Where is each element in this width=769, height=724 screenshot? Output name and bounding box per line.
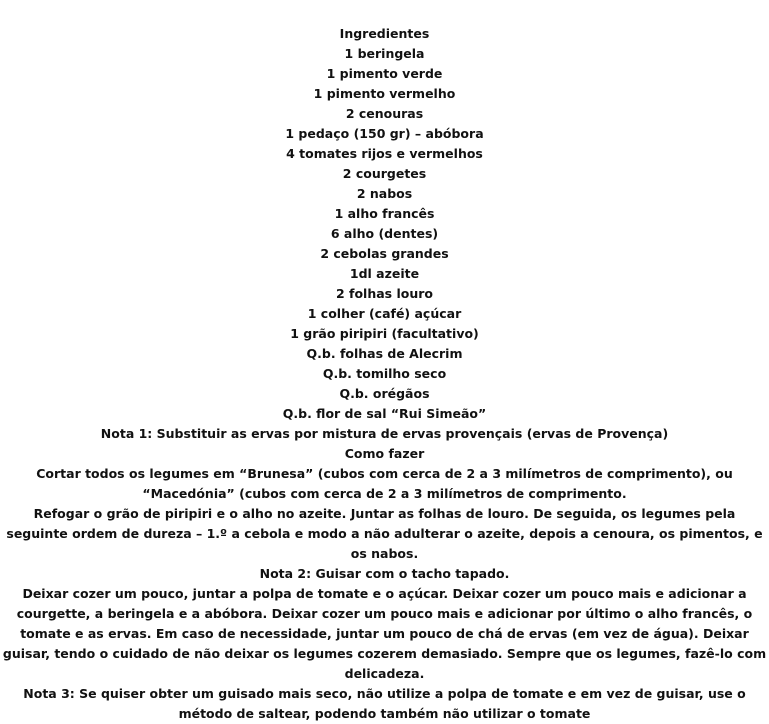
ingredient-item: 1 colher (café) açúcar bbox=[307, 306, 462, 321]
ingredient-item: 2 courgetes bbox=[342, 166, 427, 181]
method-step-saute: Refogar o grão de piripiri e o alho no azeite. Juntar as folhas de louro. De seguida, os legumes pela seguinte ordem de dureza – 1.º a cebola e modo a não adulterar o azeite, depois a cenoura, os pimentos, e os nabos. bbox=[6, 506, 763, 561]
method-step-cut: Cortar todos os legumes em “Brunesa” (cubos com cerca de 2 a 3 milímetros de comprimento), ou “Macedónia” (cubos com cerca de 2 a 3 milímetros de comprimento. bbox=[36, 466, 733, 501]
ingredient-item: 2 cebolas grandes bbox=[320, 246, 449, 261]
method-step-stew: Deixar cozer um pouco, juntar a polpa de tomate e o açúcar. Deixar cozer um pouco mais e adicionar a courgette, a beringela e a abóbora. Deixar cozer um pouco mais e adicionar por último o alho francês, o tomate e as ervas. Em caso de necessidade, juntar um pouco de chá de ervas (em vez de água). Deixar guisar, tendo o cuidado de não deixar os legumes cozerem demasiado. Sempre que os legumes, fazê-lo com delicadeza. bbox=[2, 586, 767, 681]
ingredient-item: 1 beringela bbox=[344, 46, 425, 61]
ingredient-item: 1dl azeite bbox=[349, 266, 420, 281]
ingredient-item: 2 folhas louro bbox=[335, 286, 433, 301]
ingredient-item: 2 nabos bbox=[356, 186, 413, 201]
note-2: Nota 2: Guisar com o tacho tapado. bbox=[259, 566, 510, 581]
ingredient-item: 1 grão piripiri (facultativo) bbox=[290, 326, 479, 341]
ingredient-item: 4 tomates rijos e vermelhos bbox=[286, 146, 483, 161]
ingredient-item: Q.b. orégãos bbox=[339, 386, 430, 401]
ingredient-item: Q.b. tomilho seco bbox=[322, 366, 447, 381]
ingredient-item: 2 cenouras bbox=[345, 106, 424, 121]
ingredient-item: Q.b. flor de sal “Rui Simeão” bbox=[282, 406, 487, 421]
ingredient-item: 6 alho (dentes) bbox=[330, 226, 439, 241]
ingredient-list bbox=[0, 44, 769, 424]
note-3: Nota 3: Se quiser obter um guisado mais seco, não utilize a polpa de tomate e em vez de guisar, use o método de saltear, podendo também não utilizar o tomate bbox=[23, 686, 746, 721]
ingredient-item: 1 alho francês bbox=[334, 206, 435, 221]
ingredient-item: Q.b. folhas de Alecrim bbox=[306, 346, 463, 361]
ingredients-heading: Ingredientes bbox=[339, 26, 430, 41]
method-heading: Como fazer bbox=[344, 446, 425, 461]
ingredient-item: 1 pimento vermelho bbox=[313, 86, 456, 101]
ingredient-item: 1 pedaço (150 gr) – abóbora bbox=[285, 126, 484, 141]
ingredient-item: 1 pimento verde bbox=[326, 66, 443, 81]
note-1: Nota 1: Substituir as ervas por mistura de ervas provençais (ervas de Provença) bbox=[100, 426, 669, 441]
recipe-document bbox=[0, 24, 769, 724]
